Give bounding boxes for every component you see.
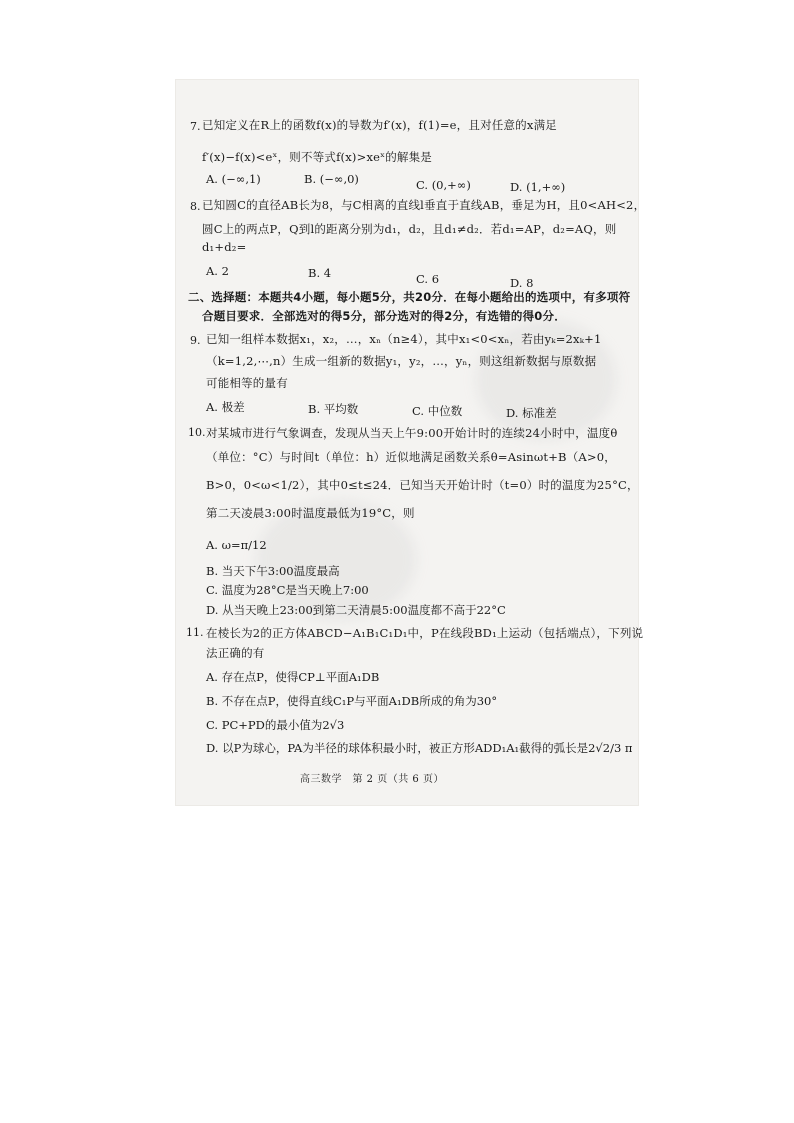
q11-text-line2: 法正确的有 [206, 646, 265, 660]
q7-text-line1: 已知定义在R上的函数f(x)的导数为f′(x)，f(1)=e，且对任意的x满足 [202, 118, 557, 132]
q11-option-d: D. 以P为球心，PA为半径的球体积最小时，被正方形ADD₁A₁截得的弧长是2√2/3 π [206, 741, 633, 755]
q8-number: 8. [190, 200, 201, 213]
q7-number: 7. [190, 120, 201, 133]
section2-heading-line2: 合题目要求．全部选对的得5分，部分选对的得2分，有选错的得0分． [202, 309, 566, 323]
q7-option-d: D. (1,+∞) [510, 180, 566, 194]
exam-page [176, 80, 646, 805]
q9-option-b: B. 平均数 [308, 402, 359, 416]
q9-option-d: D. 标准差 [506, 406, 557, 420]
q7-option-c: C. (0,+∞) [416, 178, 471, 192]
q8-option-b: B. 4 [308, 266, 332, 280]
q11-option-a: A. 存在点P，使得CP⊥平面A₁DB [206, 670, 380, 684]
q10-number: 10. [188, 426, 206, 439]
q10-text-line3: B>0，0<ω<1/2），其中0≤t≤24．已知当天开始计时（t=0）时的温度为25°C， [206, 478, 639, 492]
q9-text-line2: （k=1,2,⋯,n）生成一组新的数据y₁，y₂，…，yₙ，则这组新数据与原数据 [206, 354, 597, 368]
q9-text-line3: 可能相等的量有 [206, 376, 288, 390]
q7-option-b: B. (−∞,0) [304, 172, 359, 186]
q8-option-a: A. 2 [206, 264, 229, 278]
q10-text-line4: 第二天凌晨3:00时温度最低为19°C，则 [206, 506, 415, 520]
q7-option-a: A. (−∞,1) [206, 172, 261, 186]
q10-option-a: A. ω=π/12 [206, 538, 267, 552]
q9-option-a: A. 极差 [206, 400, 245, 414]
q8-text-line1: 已知圆C的直径AB长为8，与C相离的直线l垂直于直线AB，垂足为H，且0<AH<2， [202, 198, 646, 212]
q7-text-line2: f′(x)−f(x)<eˣ，则不等式f(x)>xeˣ的解集是 [202, 150, 433, 164]
q10-option-b: B. 当天下午3:00温度最高 [206, 564, 340, 578]
q8-option-d: D. 8 [510, 276, 534, 290]
q11-option-c: C. PC+PD的最小值为2√3 [206, 718, 345, 732]
q11-number: 11. [186, 626, 204, 639]
page-footer: 高三数学 第 2 页（共 6 页） [300, 774, 444, 785]
q10-option-c: C. 温度为28°C是当天晚上7:00 [206, 583, 369, 597]
q9-number: 9. [190, 334, 201, 347]
q9-text-line1: 已知一组样本数据x₁，x₂，…，xₙ（n≥4），其中x₁<0<xₙ，若由yₖ=2xₖ+1 [206, 332, 602, 346]
q8-text-line2: 圆C上的两点P，Q到l的距离分别为d₁，d₂，且d₁≠d₂．若d₁=AP，d₂=AQ，则 [202, 222, 617, 236]
q11-text-line1: 在棱长为2的正方体ABCD−A₁B₁C₁D₁中，P在线段BD₁上运动（包括端点），下列说 [206, 626, 644, 640]
q9-option-c: C. 中位数 [412, 404, 463, 418]
q8-text-line3: d₁+d₂= [202, 240, 247, 254]
q10-text-line2: （单位：°C）与时间t（单位：h）近似地满足函数关系θ=Asinωt+B（A>0， [206, 450, 616, 464]
q10-text-line1: 对某城市进行气象调查，发现从当天上午9:00开始计时的连续24小时中，温度θ [206, 426, 618, 440]
q10-option-d: D. 从当天晚上23:00到第二天清晨5:00温度都不高于22°C [206, 603, 506, 617]
q11-option-b: B. 不存在点P，使得直线C₁P与平面A₁DB所成的角为30° [206, 694, 498, 708]
q8-option-c: C. 6 [416, 272, 440, 286]
section2-heading-line1: 二、选择题：本题共4小题，每小题5分，共20分．在每小题给出的选项中，有多项符 [188, 290, 631, 304]
